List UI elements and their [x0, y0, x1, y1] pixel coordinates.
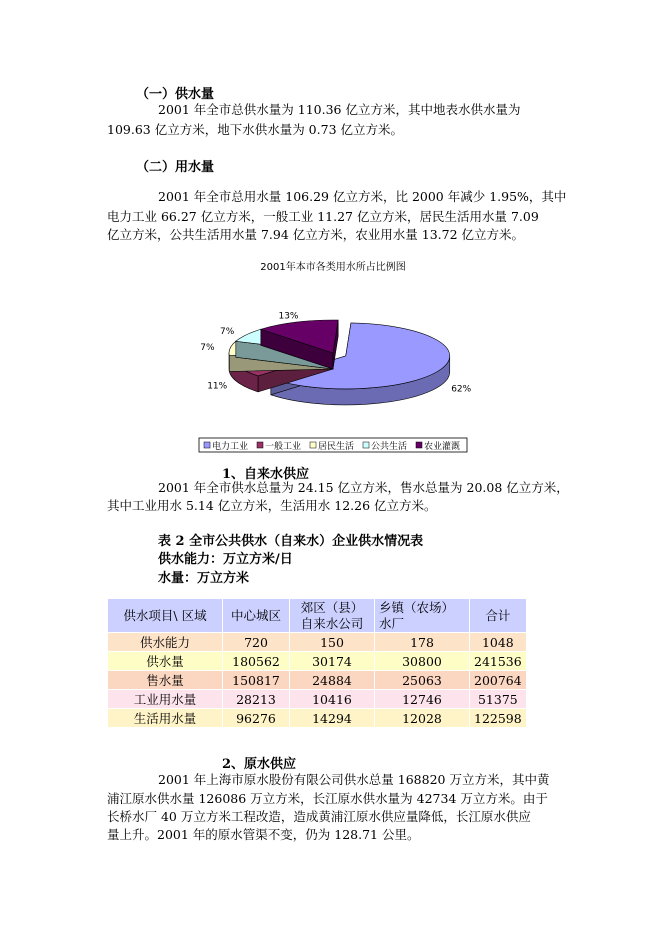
table-cell: 720: [223, 633, 290, 652]
section-heading-tap-water: 1、自来水供应: [222, 467, 310, 482]
table-cell: 24884: [290, 671, 375, 690]
paragraph-line: 2001 年全市供水总量为 24.15 亿立方米，售水总量为 20.08 亿立方米，: [158, 480, 569, 495]
paragraph-line: 2001 年上海市原水股份有限公司供水总量 168820 万立方米，其中黄: [158, 772, 550, 787]
table-cell: 供水量: [108, 652, 223, 671]
pie-data-label: 62%: [451, 384, 472, 395]
pie-data-label: 13%: [278, 311, 299, 322]
chart-title: 2001年本市各类用水所占比例图: [260, 262, 406, 273]
water-supply-table: [107, 598, 527, 728]
legend-label: 一般工业: [265, 442, 302, 452]
table-cell: 96276: [223, 709, 290, 728]
table-cell: 28213: [223, 690, 290, 709]
table-row: [108, 671, 527, 690]
table-cell: 1048: [470, 633, 527, 652]
table-cell: 25063: [375, 671, 470, 690]
table-title: 表 2 全市公共供水（自来水）企业供水情况表: [158, 534, 424, 549]
table-unit-capacity: 供水能力：万立方米/日: [158, 552, 293, 567]
table-cell: 12746: [375, 690, 470, 709]
table-cell: 30174: [290, 652, 375, 671]
paragraph-line: 2001 年全市总用水量 106.29 亿立方米，比 2000 年减少 1.95%，其中: [158, 189, 567, 204]
paragraph-line: 量上升。2001 年的原水管渠不变，仍为 128.71 公里。: [107, 827, 420, 842]
table-row: [108, 652, 527, 671]
legend-label: 公共生活: [371, 442, 408, 452]
table-cell: 178: [375, 633, 470, 652]
table-cell: 工业用水量: [108, 690, 223, 709]
table-cell: 12028: [375, 709, 470, 728]
header-cell: 乡镇（农场） 水厂: [375, 599, 470, 633]
legend-swatch: [416, 442, 422, 448]
section-heading-raw-water: 2、原水供应: [222, 757, 297, 772]
pie-chart-svg: [197, 256, 472, 458]
paragraph-line: 浦江原水供水量 126086 万立方米，长江原水供水量为 42734 万立方米。由于: [107, 791, 548, 806]
paragraph-line: 109.63 亿立方米，地下水供水量为 0.73 亿立方米。: [107, 122, 403, 137]
table-cell: 14294: [290, 709, 375, 728]
table-cell: 51375: [470, 690, 527, 709]
legend-swatch: [204, 442, 210, 448]
table-cell: 10416: [290, 690, 375, 709]
table-cell: 生活用水量: [108, 709, 223, 728]
legend-label: 电力工业: [212, 442, 249, 452]
water-use-pie-chart: [197, 256, 472, 458]
table-cell: 150817: [223, 671, 290, 690]
paragraph-line: 亿立方米，公共生活用水量 7.94 亿立方米，农业用水量 13.72 亿立方米。: [107, 227, 525, 242]
table-cell: 122598: [470, 709, 527, 728]
pie-data-label: 7%: [200, 343, 215, 354]
table-header-row: [108, 599, 527, 633]
table-row: [108, 633, 527, 652]
table-cell: 供水能力: [108, 633, 223, 652]
table-cell: 售水量: [108, 671, 223, 690]
section-heading-water-use: （二）用水量: [136, 160, 215, 175]
legend-swatch: [363, 442, 369, 448]
legend-swatch: [257, 442, 263, 448]
table-cell: 200764: [470, 671, 527, 690]
table-cell: 180562: [223, 652, 290, 671]
table-unit-volume: 水量：万立方米: [158, 571, 250, 586]
pie-data-label: 11%: [207, 381, 228, 392]
paragraph-line: 电力工业 66.27 亿立方米，一般工业 11.27 亿立方米，居民生活用水量 7.09: [107, 209, 539, 224]
header-cell: 郊区（县） 自来水公司: [290, 599, 375, 633]
table-cell: 30800: [375, 652, 470, 671]
section-heading-water-supply: （一）供水量: [136, 87, 215, 102]
legend-label: 农业灌溉: [424, 442, 461, 452]
paragraph-line: 2001 年全市总供水量为 110.36 亿立方米，其中地表水供水量为: [158, 102, 521, 117]
header-cell: 供水项目\ 区域: [108, 599, 223, 633]
table-cell: 150: [290, 633, 375, 652]
header-cell: 中心城区: [223, 599, 290, 633]
pie-data-label: 7%: [220, 326, 235, 337]
table-row: [108, 690, 527, 709]
legend-label: 居民生活: [318, 442, 355, 452]
legend-swatch: [310, 442, 316, 448]
header-cell: 合计: [470, 599, 527, 633]
paragraph-line: 长桥水厂 40 万立方米工程改造，造成黄浦江原水供应量降低，长江原水供应: [107, 809, 531, 824]
table-row: [108, 709, 527, 728]
paragraph-line: 其中工业用水 5.14 亿立方米，生活用水 12.26 亿立方米。: [107, 498, 437, 513]
table-cell: 241536: [470, 652, 527, 671]
